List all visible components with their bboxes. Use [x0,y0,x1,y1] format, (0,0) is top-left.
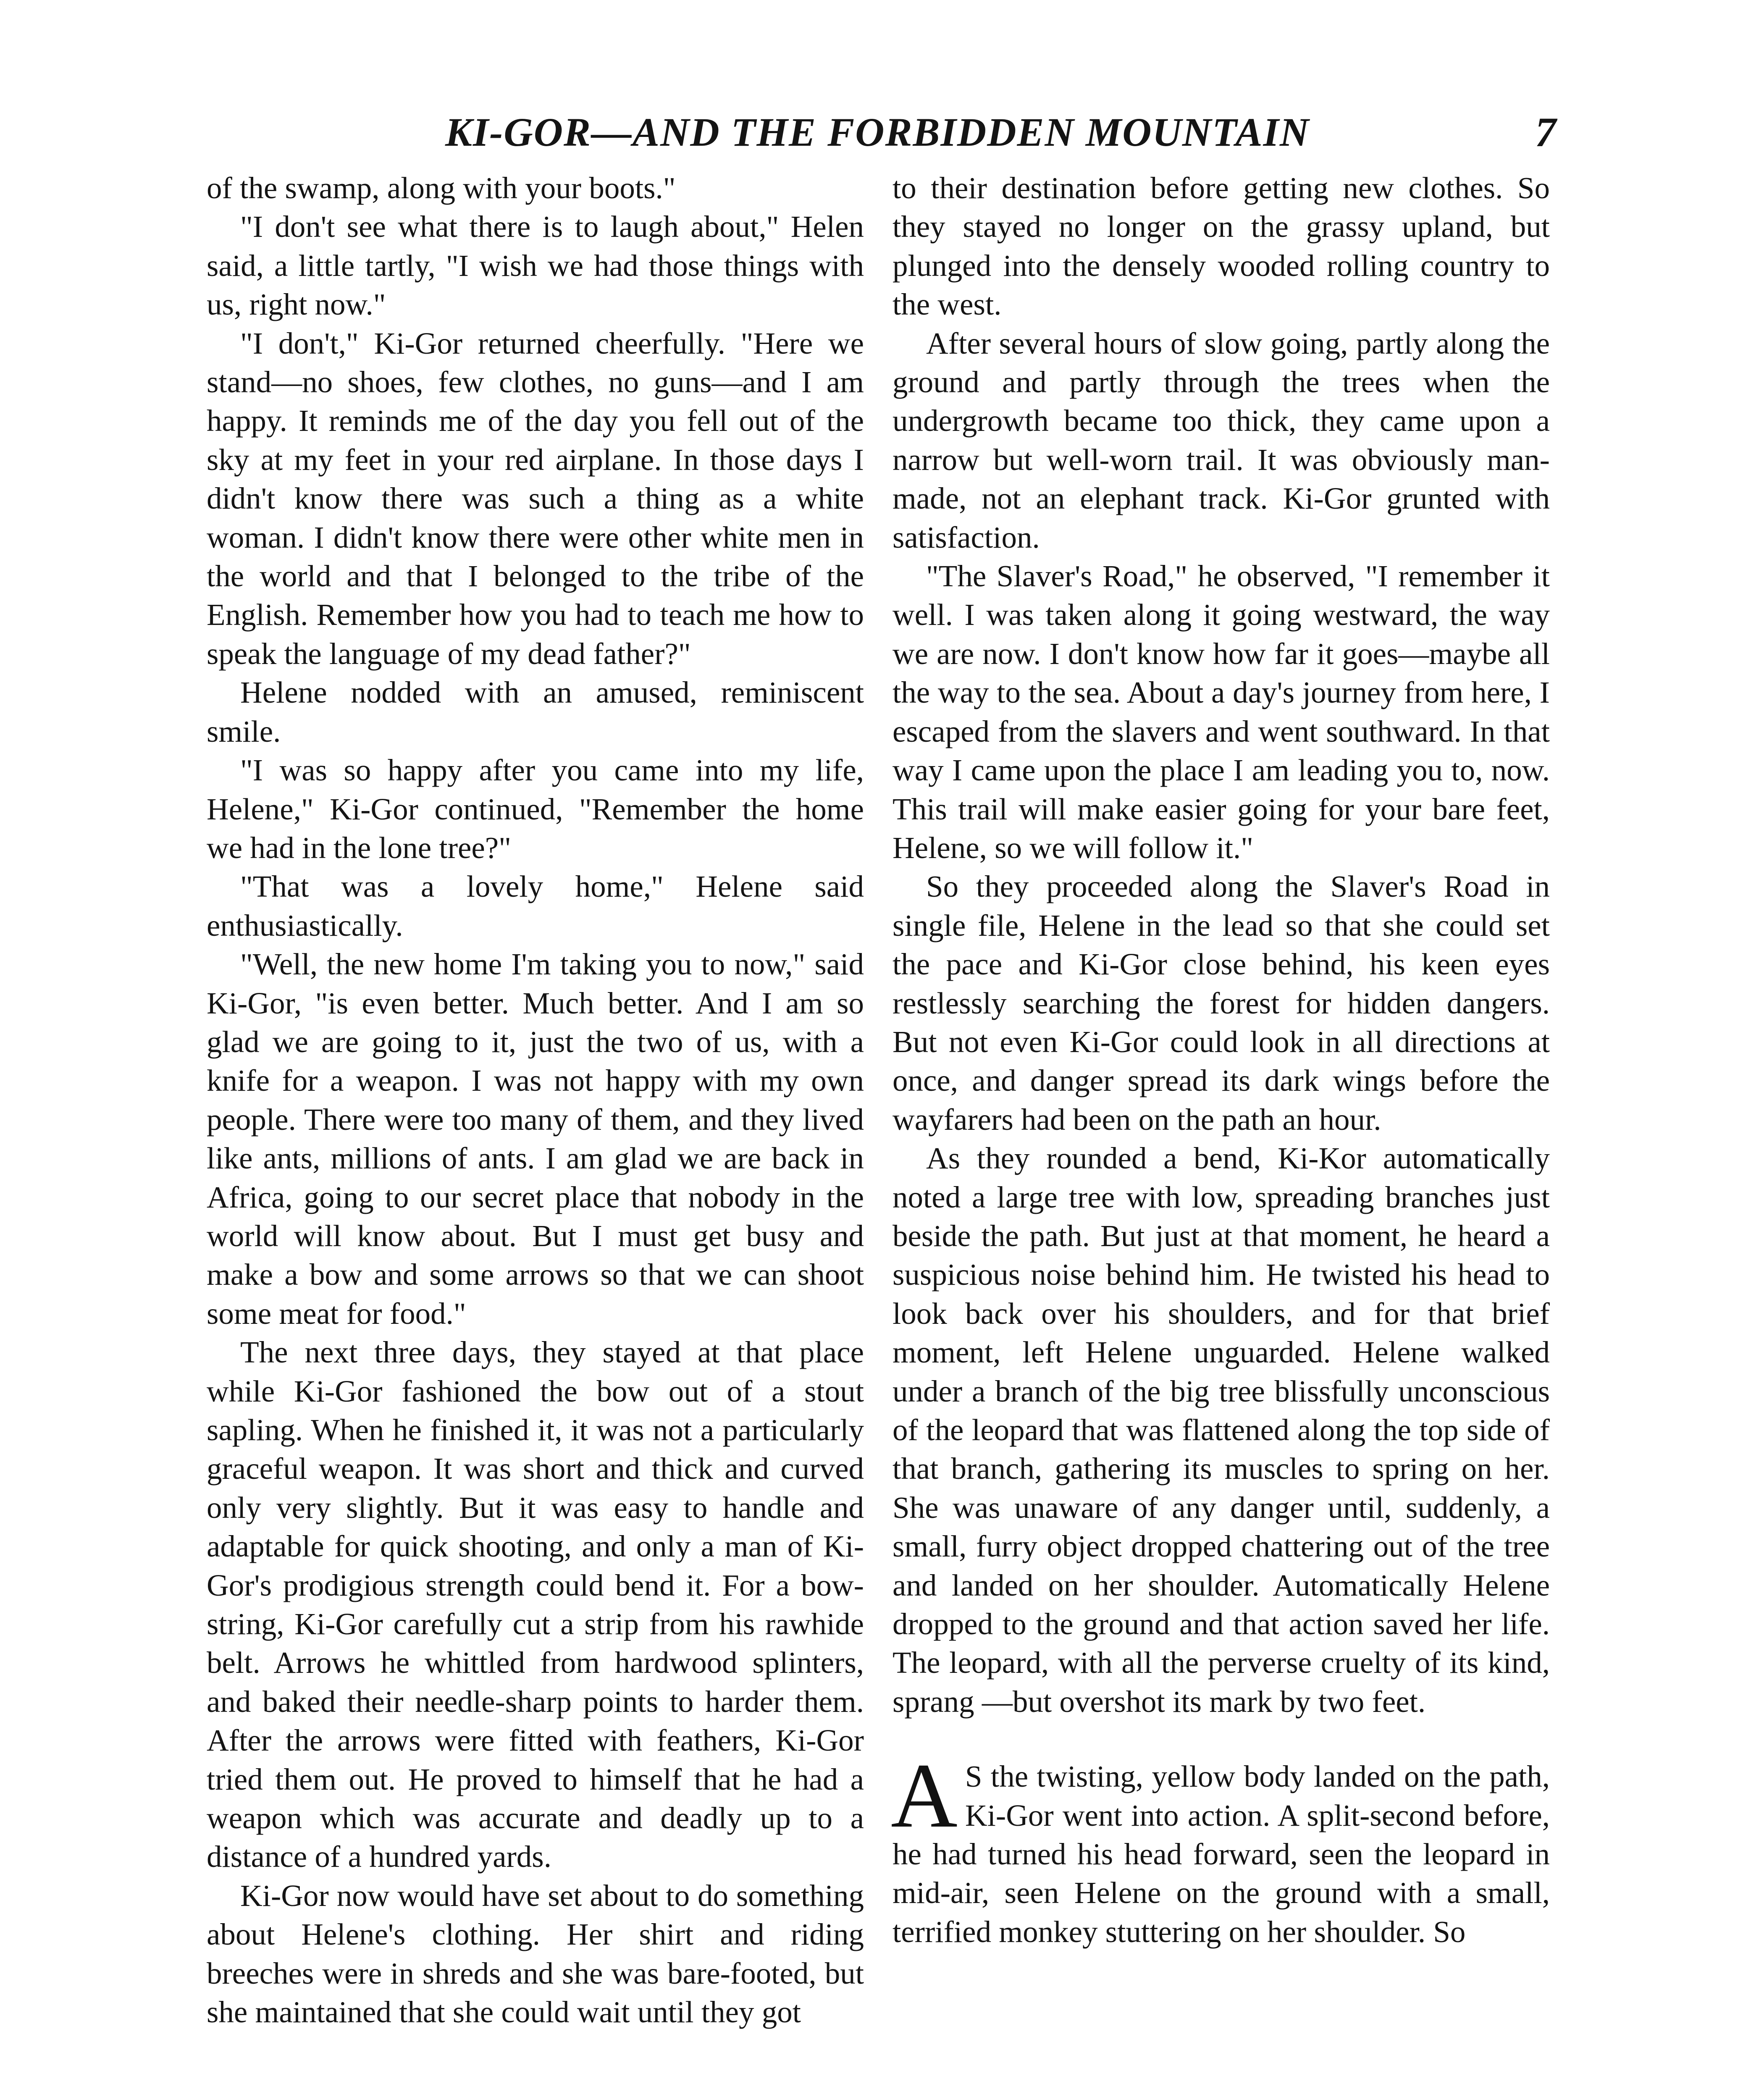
paragraph: "The Slaver's Road," he observed, "I remember it well. I was taken along it going westward, the way we are now. I don't know how far it goes—maybe all the way to the sea. About a day's journey from here, I escaped from the slavers and went southward. In that way I came upon the place I am leading you to, now. This trail will make easier going for your bare feet, Helene, so we will follow it." [892,559,1550,865]
paragraph: The next three days, they stayed at that place while Ki-Gor fashioned the bow out of a stout sapling. When he finished it, it was not a particularly graceful weapon. It was short and thick and curved only very slightly. But it was easy to handle and adaptable for quick shooting, and only a man of Ki-Gor's prodigious strength could bend it. For a bow-string, Ki-Gor carefully cut a strip from his rawhide belt. Arrows he whittled from hardwood splinters, and baked their needle-sharp points to harder them. After the arrows were fitted with feathers, Ki-Gor tried them out. He proved to himself that he had a weapon which was accurate and deadly up to a distance of a hundred yards. [207,1335,864,1874]
page-number: 7 [1535,109,1556,155]
right-column [892,169,1550,1951]
paragraph: "I was so happy after you came into my life, Helene," Ki-Gor continued, "Remember the home we had in the lone tree?" [207,753,864,865]
paragraph: So they proceeded along the Slaver's Road in single file, Helene in the lead so that she could set the pace and Ki-Gor close behind, his keen eyes restlessly searching the forest for hidden dangers. But not even Ki-Gor could look in all directions at once, and danger spread its dark wings before the wayfarers had been on the path an hour. [892,869,1550,1137]
section-paragraph-text: S the twisting, yellow body landed on the path, Ki-Gor went into action. A split-second before, he had turned his head forward, seen the leopard in mid-air, seen Helene on the ground with a small, terrified monkey stuttering on her shoulder. So [892,1759,1550,1949]
paragraph: "Well, the new home I'm taking you to now," said Ki-Gor, "is even better. Much better. And I am so glad we are going to it, just the two of us, with a knife for a weapon. I was not happy with my own people. There were too many of them, and they lived like ants, millions of ants. I am glad we are back in Africa, going to our secret place that nobody in the world will know about. But I must get busy and make a bow and some arrows so that we can shoot some meat for food." [207,947,864,1331]
paragraph: "I don't see what there is to laugh about," Helen said, a little tartly, "I wish we had those things with us, right now." [207,210,864,322]
left-column [207,169,864,2032]
running-title: KI-GOR—AND THE FORBIDDEN MOUNTAIN [445,110,1310,155]
paragraph: "I don't," Ki-Gor returned cheerfully. "Here we stand—no shoes, few clothes, no guns—and I am happy. It reminds me of the day you fell out of the sky at my feet in your red airplane. In those days I didn't know there was such a thing as a white woman. I didn't know there were other white men in the world and that I belonged to the tribe of the English. Remember how you had to teach me how to speak the language of my dead father?" [207,326,864,671]
page-header [0,107,1764,158]
paragraph: Ki-Gor now would have set about to do something about Helene's clothing. Her shirt and riding breeches were in shreds and she was bare-footed, but she maintained that she could wait until they got [207,1878,864,2029]
paragraph: Helene nodded with an amused, reminiscent smile. [207,675,864,748]
section-start-paragraph [891,1744,1550,1951]
drop-cap: A [891,1744,958,1847]
paragraph: "That was a lovely home," Helene said enthusiastically. [207,869,864,942]
paragraph: After several hours of slow going, partly along the ground and partly through the trees when the undergrowth became too thick, they came upon a narrow but well-worn trail. It was obviously man-made, not an elephant track. Ki-Gor grunted with satisfaction. [892,326,1550,554]
paragraph: of the swamp, along with your boots." [207,171,676,205]
paragraph: As they rounded a bend, Ki-Kor automatically noted a large tree with low, spreading branches just beside the path. But just at that moment, he heard a suspicious noise behind him. He twisted his head to look back over his shoulders, and for that brief moment, left Helene unguarded. Helene walked under a branch of the big tree blissfully unconscious of the leopard that was flattened along the top side of that branch, gathering its muscles to spring on her. She was unaware of any danger until, suddenly, a small, furry object dropped chattering out of the tree and landed on her shoulder. Automatically Helene dropped to the ground and that action saved her life. The leopard, with all the perverse cruelty of its kind, sprang —but overshot its mark by two feet. [892,1141,1550,1719]
paragraph: to their destination before getting new clothes. So they stayed no longer on the grassy upland, but plunged into the densely wooded rolling country to the west. [892,171,1550,322]
